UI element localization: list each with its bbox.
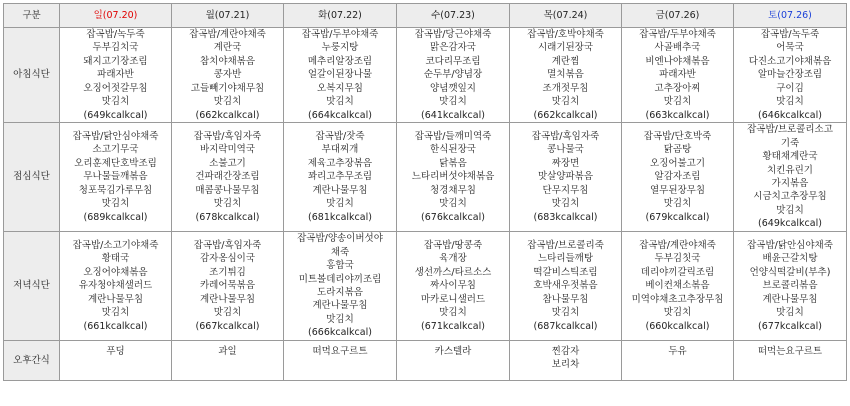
- menu-item: 계란국: [213, 42, 242, 54]
- menu-cell: [510, 28, 622, 123]
- menu-item: 시금치고추장무침: [753, 191, 827, 203]
- menu-item: 베이컨채소볶음: [645, 280, 710, 292]
- header-row: [4, 4, 847, 28]
- menu-item: 조기튀김: [209, 266, 246, 278]
- menu-item: 호박새우젓볶음: [533, 280, 598, 292]
- menu-item: 미트볼데리야끼조림: [298, 273, 382, 285]
- menu-cell: [60, 341, 172, 381]
- menu-item: 두부김칫국: [654, 253, 701, 265]
- corner-header: 구분: [4, 4, 60, 28]
- menu-item: 맛김치: [439, 198, 467, 210]
- menu-cell: [622, 341, 734, 381]
- menu-item: 계란나물무침: [762, 293, 818, 305]
- menu-item: 잡곡밥/녹두죽: [760, 29, 820, 41]
- menu-cell: [397, 341, 510, 381]
- menu-item: 맛김치: [101, 96, 130, 108]
- menu-item: 어묵국: [776, 42, 804, 54]
- menu-item: 배윤근갈치탕: [762, 253, 818, 265]
- menu-item: 잡곡밥/호박야채죽: [527, 29, 604, 41]
- menu-item: 잡곡밥/계란야채죽: [189, 29, 266, 41]
- menu-item: 황태국: [101, 253, 130, 265]
- meal-label: 점심식단: [4, 123, 60, 232]
- menu-cell: [397, 123, 510, 232]
- menu-item: 잡곡밥/닭안심야채죽: [747, 240, 833, 252]
- menu-item: 잡곡밥/양송이버섯야: [297, 233, 383, 245]
- menu-item: (689kcalkcal): [83, 211, 148, 223]
- menu-item: 잡곡밥/녹두죽: [86, 29, 145, 41]
- menu-item: 맑은감자국: [430, 42, 476, 54]
- menu-item: 잡곡밥/들깨미역죽: [414, 131, 492, 143]
- menu-item: 짜장면: [551, 157, 580, 169]
- menu-item: 홍합국: [326, 260, 354, 272]
- menu-item: 맛김치: [213, 307, 242, 319]
- menu-cell: [734, 341, 847, 381]
- menu-item: 고추장아찌: [654, 82, 701, 94]
- menu-item: 떠먹는요구르트: [757, 346, 823, 357]
- menu-item: 바지락미역국: [199, 144, 256, 156]
- menu-cell: [284, 341, 397, 381]
- menu-item: 잡곡밥/계란야채죽: [639, 240, 716, 252]
- menu-item: (649kcalkcal): [83, 109, 148, 121]
- menu-item: 계란나물무침: [312, 184, 368, 196]
- menu-item: 누룽지탕: [321, 42, 359, 54]
- day-header-monday: 월(07.21): [172, 4, 284, 28]
- menu-item: 가지볶음: [771, 178, 809, 189]
- meal-plan-table: [3, 3, 847, 381]
- menu-item: 청경채무침: [430, 184, 476, 196]
- menu-item: 얼갈이된장나물: [307, 69, 373, 81]
- menu-item: 떡갈비스틱조림: [533, 266, 598, 278]
- menu-item: 카스텔라: [434, 346, 472, 357]
- menu-cell: [510, 232, 622, 341]
- menu-item: 황태채계란국: [762, 151, 818, 163]
- menu-item: (661kcalkcal): [83, 320, 148, 332]
- menu-item: 오징어야채볶음: [83, 266, 148, 278]
- menu-cell: [510, 341, 622, 381]
- menu-item: 육개장: [439, 253, 467, 265]
- menu-item: 카레어묵볶음: [199, 280, 256, 292]
- menu-item: 맛김치: [776, 307, 804, 319]
- menu-item: (641kcalkcal): [421, 109, 485, 121]
- menu-cell: [397, 28, 510, 123]
- menu-item: (687kcalkcal): [533, 320, 598, 332]
- menu-cell: [284, 232, 397, 341]
- menu-item: 미역야채초고추장무침: [631, 293, 724, 305]
- menu-item: 콩자반: [213, 69, 242, 81]
- breakfast-row: [4, 28, 847, 123]
- menu-item: 맛김치: [213, 198, 242, 210]
- menu-item: 건파래간장조림: [195, 171, 260, 183]
- meal-rows: [4, 28, 847, 381]
- menu-item: 맛김치: [551, 307, 580, 319]
- menu-item: (662kcalkcal): [195, 109, 260, 121]
- menu-item: 두유: [668, 346, 687, 357]
- menu-item: 조개젓무침: [542, 82, 589, 94]
- meal-label: 저녁식단: [4, 232, 60, 341]
- menu-item: 짜사이무침: [430, 280, 476, 292]
- menu-item: 맛김치: [439, 96, 467, 108]
- menu-item: 채죽: [330, 246, 350, 258]
- menu-item: 계란찜: [551, 55, 580, 67]
- menu-item: (649kcalkcal): [758, 218, 822, 230]
- menu-item: 오복지무침: [317, 82, 363, 94]
- menu-item: 구이김: [776, 82, 804, 94]
- menu-item: 참나물무침: [542, 293, 589, 305]
- menu-item: 잡곡밥/두부야채죽: [639, 29, 716, 41]
- menu-item: (677kcalkcal): [758, 320, 822, 332]
- menu-item: 두부김치국: [92, 42, 139, 54]
- meal-label: 아침식단: [4, 28, 60, 123]
- lunch-row: [4, 123, 847, 232]
- menu-item: 맛김치: [326, 313, 354, 325]
- menu-item: (679kcalkcal): [645, 211, 710, 223]
- menu-item: 잡곡밥/흑임자죽: [193, 240, 262, 252]
- menu-item: 고들빼기야채무침: [190, 82, 265, 94]
- menu-item: 맛김치: [326, 198, 354, 210]
- menu-item: 제육고추장볶음: [307, 157, 373, 169]
- menu-item: 맛김치: [213, 96, 242, 108]
- menu-cell: [622, 28, 734, 123]
- menu-item: (676kcalkcal): [421, 211, 485, 223]
- meal-label: 오후간식: [4, 341, 60, 381]
- menu-cell: [734, 123, 847, 232]
- day-header-thursday: 목(07.24): [510, 4, 622, 28]
- menu-cell: [284, 28, 397, 123]
- menu-item: (666kcalkcal): [308, 327, 372, 339]
- menu-item: 마카로니샐러드: [420, 293, 486, 305]
- menu-item: 맛김치: [326, 96, 354, 108]
- menu-item: 도라지볶음: [317, 287, 363, 298]
- menu-item: 잡곡밥/소고기야채죽: [72, 240, 159, 252]
- menu-item: 돼지고기장조림: [83, 55, 148, 67]
- menu-item: (664kcalkcal): [308, 109, 372, 121]
- day-header-tuesday: 화(07.22): [284, 4, 397, 28]
- menu-item: 푸딩: [106, 346, 125, 357]
- menu-item: 청포묵김가루무침: [78, 184, 153, 196]
- menu-item: 잡곡밥/땅콩죽: [423, 240, 483, 252]
- menu-item: 맛김치: [776, 204, 804, 216]
- menu-item: 오리훈제단호박조림: [74, 157, 157, 169]
- menu-item: 유자청야채샐러드: [78, 280, 153, 292]
- menu-cell: [172, 28, 284, 123]
- menu-item: 다진소고기야채볶음: [748, 55, 832, 67]
- menu-cell: [60, 123, 172, 232]
- menu-item: 잡곡밥/닭안심야채죽: [72, 131, 159, 143]
- menu-item: 파래자반: [97, 69, 134, 81]
- menu-item: 콩나물국: [547, 144, 584, 156]
- menu-item: 닭곰탕: [663, 144, 692, 156]
- menu-item: 꽈리고추무조림: [307, 171, 373, 183]
- menu-item: 알마늘간장조림: [757, 69, 823, 81]
- dinner-row: [4, 232, 847, 341]
- menu-item: 부대찌개: [321, 144, 359, 156]
- menu-item: 메추리알장조림: [307, 55, 373, 67]
- menu-item: 맛김치: [101, 198, 130, 210]
- menu-item: 알감자조림: [654, 171, 701, 183]
- menu-item: 매콤콩나물무침: [195, 184, 260, 196]
- menu-item: 참치야채볶음: [199, 55, 256, 67]
- menu-item: (663kcalkcal): [645, 109, 710, 121]
- menu-item: 잡곡밥/당근야채죽: [414, 29, 492, 41]
- menu-item: (662kcalkcal): [533, 109, 598, 121]
- menu-item: 코다리무조림: [425, 55, 481, 67]
- menu-cell: [622, 123, 734, 232]
- day-header-sunday: 일(07.20): [60, 4, 172, 28]
- menu-cell: [734, 28, 847, 123]
- menu-item: 브로콜리볶음: [762, 280, 818, 292]
- menu-item: 시래기된장국: [537, 42, 594, 54]
- menu-item: 단무지무침: [542, 184, 589, 196]
- day-header-saturday: 토(07.26): [734, 4, 847, 28]
- menu-item: 잡곡밥/브로콜리소고: [747, 124, 833, 136]
- menu-item: (683kcalkcal): [533, 211, 598, 223]
- menu-item: 잡곡밥/잣죽: [315, 131, 365, 143]
- menu-cell: [60, 232, 172, 341]
- menu-item: (646kcalkcal): [758, 109, 822, 121]
- menu-item: 오징어불고기: [649, 157, 706, 169]
- menu-item: 비엔나야채볶음: [645, 55, 710, 67]
- day-header-friday: 금(07.26): [622, 4, 734, 28]
- menu-item: 치킨유린기: [767, 164, 813, 176]
- menu-item: 맛김치: [663, 198, 692, 210]
- menu-item: 멸치볶음: [547, 69, 584, 81]
- menu-item: 감자옹심이국: [199, 253, 256, 265]
- menu-item: 맛살양파볶음: [537, 171, 594, 183]
- menu-item: 데리야끼갈릭조림: [640, 266, 715, 278]
- menu-item: 느타리들깨탕: [537, 253, 594, 265]
- menu-item: 느타리버섯야채볶음: [411, 171, 495, 183]
- menu-cell: [172, 232, 284, 341]
- menu-item: (667kcalkcal): [195, 320, 260, 332]
- menu-item: (678kcalkcal): [195, 211, 260, 223]
- menu-item: 맛김치: [101, 307, 130, 319]
- menu-item: 생선까스/타르소스: [414, 266, 492, 278]
- menu-item: 오징어젓갈무침: [83, 82, 148, 94]
- menu-item: 맛김치: [663, 307, 692, 319]
- menu-item: 계란나물무침: [87, 293, 144, 305]
- menu-cell: [172, 341, 284, 381]
- menu-item: 기죽: [780, 137, 800, 149]
- menu-item: 한식된장국: [430, 144, 476, 156]
- menu-cell: [734, 232, 847, 341]
- menu-cell: [172, 123, 284, 232]
- menu-item: 순두부/양념장: [423, 69, 483, 81]
- menu-item: 열무된장무침: [649, 184, 706, 196]
- menu-item: (681kcalkcal): [308, 211, 372, 223]
- menu-item: (671kcalkcal): [421, 320, 485, 332]
- menu-item: 소불고기: [209, 157, 246, 169]
- day-header-wednesday: 수(07.23): [397, 4, 510, 28]
- menu-item: 떠먹요구르트: [312, 346, 368, 357]
- menu-cell: [397, 232, 510, 341]
- menu-item: 파래자반: [659, 69, 696, 81]
- menu-item: 찐감자: [551, 346, 580, 357]
- menu-item: 잡곡밥/흑임자죽: [193, 131, 262, 143]
- menu-item: 잡곡밥/흑임자죽: [531, 131, 600, 143]
- menu-item: 맛김치: [663, 96, 692, 108]
- menu-cell: [622, 232, 734, 341]
- menu-item: 맛김치: [776, 96, 804, 108]
- menu-item: 계란나물무침: [199, 293, 256, 305]
- menu-item: 닭볶음: [439, 157, 467, 169]
- menu-item: 잡곡밥/단호박죽: [643, 131, 712, 143]
- menu-item: 보리차: [551, 359, 580, 371]
- menu-item: (660kcalkcal): [645, 320, 710, 332]
- menu-item: 계란나물무침: [312, 300, 368, 312]
- menu-cell: [510, 123, 622, 232]
- menu-item: 양념깻잎지: [430, 82, 476, 94]
- menu-item: 과일: [218, 346, 237, 357]
- menu-item: 언양식떡갈비(부추): [749, 266, 831, 278]
- menu-item: 사골배추국: [654, 42, 701, 54]
- menu-item: 맛김치: [439, 307, 467, 319]
- menu-cell: [60, 28, 172, 123]
- menu-item: 맛김치: [551, 198, 580, 210]
- menu-cell: [284, 123, 397, 232]
- menu-item: 무나물들깨볶음: [83, 171, 148, 183]
- menu-item: 맛김치: [551, 96, 580, 108]
- menu-item: 소고기무국: [92, 144, 139, 156]
- menu-item: 잡곡밥/브로콜리죽: [527, 240, 604, 252]
- snack-row: [4, 341, 847, 381]
- menu-item: 잡곡밥/두부야채죽: [301, 29, 379, 41]
